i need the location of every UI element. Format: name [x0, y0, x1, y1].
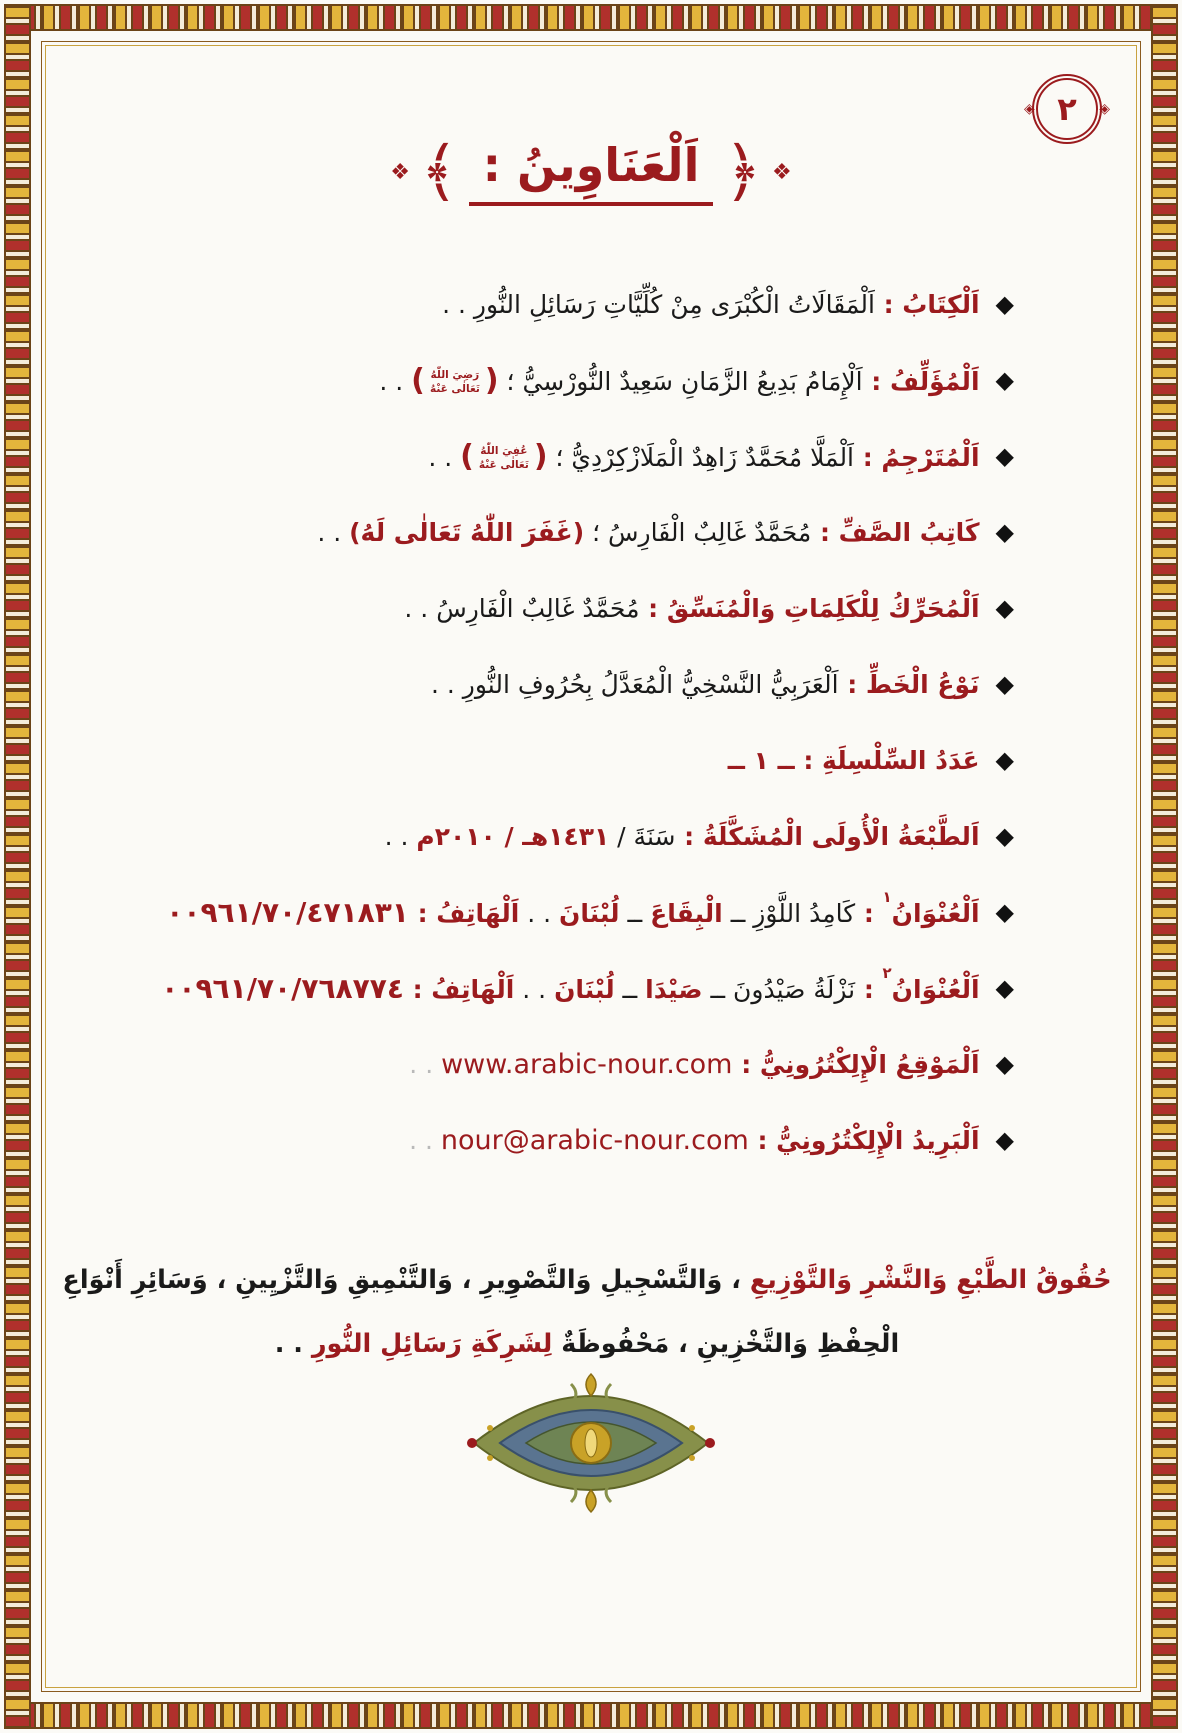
text-segment: :	[855, 974, 883, 1004]
text-segment: ٠٠٩٦١/٧٠/٤٧١٨٣١	[166, 895, 409, 929]
page-title: اَلْعَنَاوِينُ :	[469, 138, 714, 206]
text-segment: :	[855, 898, 883, 928]
list-item-typesetter	[60, 510, 1014, 554]
list-item-translator	[60, 434, 1014, 478]
text-segment: اَلْعُنْوَانُ	[891, 974, 980, 1004]
text-segment: اَلْمَلَّا مُحَمَّدٌ زَاهِدٌ الْمَلَازْكِرْدِيُّ ؛	[547, 442, 855, 472]
text-segment: الْبِقَاعَ	[650, 898, 723, 928]
bullet-diamond-icon: ◆	[995, 822, 1014, 850]
text-segment: )	[411, 362, 425, 398]
badge-ornament-icon: ◈	[1099, 101, 1110, 117]
text-segment: )	[460, 438, 474, 474]
text-segment: رَضِيَ اللّٰهُ تَعَالٰى عَنْهُ	[429, 369, 480, 395]
list-item-text	[166, 888, 980, 929]
badge-ornament-icon: ◈	[1024, 101, 1035, 117]
list-item-text	[428, 439, 979, 474]
text-segment: كَامِدُ اللَّوْزِ ــ	[722, 898, 856, 928]
text-segment: اَلْبَرِيدُ الْإِلِكْتُرُونِيُّ :	[748, 1125, 980, 1155]
text-segment: اَلطَّبْعَةُ الْأُولَى الْمُشَكَّلَةُ :	[675, 821, 980, 851]
ornamental-border-top	[4, 4, 1178, 31]
bullet-diamond-icon: ◆	[995, 442, 1014, 470]
list-item-author	[60, 358, 1014, 402]
bullet-diamond-icon: ◆	[995, 518, 1014, 546]
text-segment: ٢	[882, 964, 892, 983]
rosette-icon: ❖	[772, 159, 792, 185]
list-item-text	[317, 518, 979, 547]
list-item-book	[60, 282, 1014, 326]
metadata-list	[60, 282, 1014, 1194]
text-segment: . .	[409, 1049, 442, 1079]
copyright-notice	[62, 1248, 1112, 1376]
list-item-series-number	[60, 738, 1014, 782]
text-segment: (	[533, 438, 548, 474]
list-item-text	[728, 746, 980, 775]
text-segment: نَوْعُ الْخَطِّ :	[838, 669, 980, 699]
text-segment: . .	[519, 898, 560, 928]
list-item-text	[161, 964, 980, 1005]
list-item-text	[409, 1125, 979, 1156]
text-segment: ١٤٣١هـ / ٢٠١٠م	[416, 821, 610, 851]
text-segment: ، وَالتَّسْجِيلِ وَالتَّصْوِيرِ ، وَالتَّنْمِيقِ وَالتَّزْيِينِ ، وَسَائِرِ أَنْوَاعِ الْحِفْظِ وَالتَّخْزِينِ ، مَحْفُوظَةٌ	[62, 1264, 900, 1359]
text-segment: اَلْمُحَرِّكُ لِلْكَلِمَاتِ وَالْمُنَسِّقُ :	[639, 593, 980, 623]
text-segment: . .	[409, 1125, 441, 1155]
bullet-diamond-icon: ◆	[995, 366, 1014, 394]
text-segment: كَاتِبُ الصَّفِّ :	[811, 517, 980, 547]
text-segment: اَلْمُؤَلِّفُ :	[862, 366, 980, 396]
bullet-diamond-icon: ◆	[995, 290, 1014, 318]
text-segment: عَدَدُ السِّلْسِلَةِ : ــ ١ ــ	[727, 745, 980, 775]
text-segment: اَلْعَرَبِيُّ النَّسْخِيُّ الْمُعَدَّلُ بِحُرُوفِ النُّورِ . .	[431, 669, 839, 699]
bullet-diamond-icon: ◆	[995, 974, 1014, 1002]
text-segment: مُحَمَّدٌ غَالِبٌ الْفَارِسُ ؛	[584, 517, 812, 547]
text-segment: لُبْنَانَ	[559, 898, 620, 928]
text-segment: . .	[428, 442, 461, 472]
text-segment: اَلْهَاتِفُ :	[408, 898, 520, 928]
list-item-edition	[60, 814, 1014, 858]
text-segment: اَلْكِتَابُ :	[874, 289, 980, 319]
text-segment: سَنَةَ /	[609, 821, 676, 851]
text-segment: . .	[317, 517, 350, 547]
ornate-bracket-right-icon: ﴿	[723, 133, 763, 210]
text-segment: (	[484, 362, 499, 398]
list-item-text	[385, 822, 980, 851]
text-segment: . .	[384, 821, 417, 851]
text-segment: ــ	[619, 898, 651, 928]
ornate-bracket-left-icon: ﴾	[419, 133, 459, 210]
text-segment: . .	[379, 366, 412, 396]
text-segment: اَلْمُتَرْجِمُ :	[854, 442, 980, 472]
bullet-diamond-icon: ◆	[995, 670, 1014, 698]
bullet-diamond-icon: ◆	[995, 746, 1014, 774]
page-title-row	[0, 133, 1182, 210]
list-item-website	[60, 1042, 1014, 1086]
text-segment: اَلْهَاتِفُ :	[403, 974, 515, 1004]
email-link: nour@arabic-nour.com	[440, 1124, 749, 1156]
ornamental-border-bottom	[4, 1702, 1178, 1729]
bullet-diamond-icon: ◆	[995, 594, 1014, 622]
text-segment: اَلْمَقَالَاتُ الْكُبْرَى مِنْ كُلِّيَّاتِ رَسَائِلِ النُّورِ . .	[442, 289, 875, 319]
bullet-diamond-icon: ◆	[995, 1126, 1014, 1154]
text-segment: اَلْعُنْوَانُ	[891, 898, 980, 928]
website-link: www.arabic-nour.com	[441, 1048, 733, 1080]
text-segment: مُحَمَّدٌ غَالِبٌ الْفَارِسُ . .	[404, 593, 640, 623]
rosette-icon: ❖	[390, 159, 410, 185]
floral-ornament-graphic	[466, 1368, 716, 1518]
list-item-vocalizer-coordinator	[60, 586, 1014, 630]
text-segment: اَلْإِمَامُ بَدِيعُ الزَّمَانِ سَعِيدٌ النُّورْسِيُّ ؛	[498, 366, 863, 396]
list-item-font-type	[60, 662, 1014, 706]
text-segment: عُفِيَ اللّٰهُ تَعَالٰى عَنْهُ	[478, 445, 529, 471]
text-segment: ــ	[614, 974, 646, 1004]
list-item-email	[60, 1118, 1014, 1162]
floral-ornament	[0, 1368, 1182, 1518]
text-segment: ١	[882, 888, 892, 907]
list-item-text	[409, 1049, 979, 1080]
text-segment: نَزْلَةُ صَيْدُونَ ــ	[702, 974, 856, 1004]
text-segment: ٠٠٩٦١/٧٠/٧٦٨٧٧٤	[161, 971, 404, 1005]
text-segment: اَلْمَوْقِعُ الْإِلِكْتُرُونِيُّ :	[732, 1049, 980, 1079]
bullet-diamond-icon: ◆	[995, 898, 1014, 926]
text-segment: لِشَرِكَةِ رَسَائِلِ النُّورِ	[311, 1328, 553, 1359]
page-number: ٢	[1057, 90, 1077, 128]
text-segment: لُبْنَانَ	[554, 974, 615, 1004]
text-segment: . .	[274, 1328, 312, 1359]
list-item-text	[431, 670, 980, 699]
bullet-diamond-icon: ◆	[995, 1050, 1014, 1078]
list-item-text	[442, 290, 979, 319]
list-item-address-1	[60, 890, 1014, 934]
text-segment: (غَفَرَ اللّٰهُ تَعَالٰى لَهُ)	[349, 517, 585, 547]
text-segment: صَيْدَا	[645, 974, 703, 1004]
page-number-badge	[1024, 72, 1110, 146]
list-item-text	[379, 363, 979, 398]
list-item-text	[404, 594, 979, 623]
list-item-address-2	[60, 966, 1014, 1010]
text-segment: . .	[514, 974, 555, 1004]
text-segment: حُقُوقُ الطَّبْعِ وَالنَّشْرِ وَالتَّوْزِيعِ	[749, 1264, 1112, 1295]
